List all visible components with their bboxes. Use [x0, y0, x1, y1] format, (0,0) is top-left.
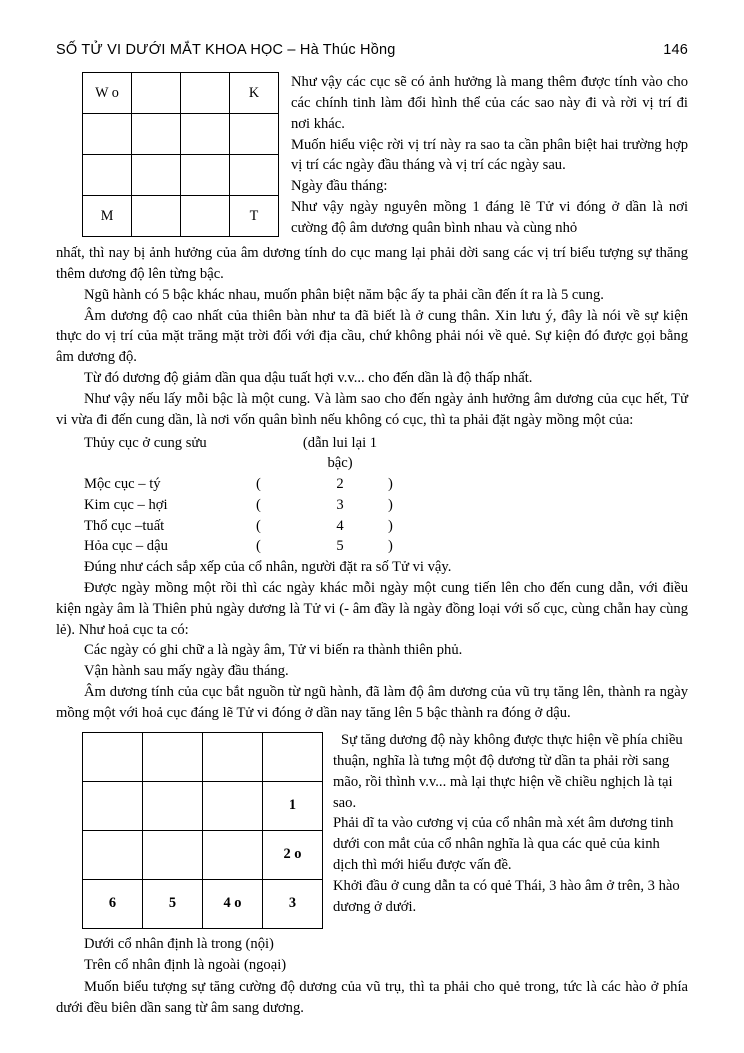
- list-item: [56, 433, 688, 474]
- list-item: [56, 516, 688, 537]
- table-cell: W o: [83, 73, 132, 114]
- table-cell: [83, 830, 143, 879]
- table-cell: [230, 114, 279, 155]
- table-cell: [203, 732, 263, 781]
- table-cell: [143, 830, 203, 879]
- table-row: [83, 155, 279, 196]
- header-page-number: 146: [663, 42, 688, 58]
- cuc-name: Thổ cục –tuất: [84, 517, 165, 534]
- table-cell: [181, 73, 230, 114]
- paragraph: Như vậy ngày nguyên mồng 1 đáng lẽ Tử vi đóng ở dần là nơi cường độ âm dương quân bình nhau và cùng nhỏ: [291, 199, 688, 237]
- paragraph: Từ đó dương độ giảm dần qua dậu tuất hợi v.v... cho đến dần là độ thấp nhất.: [84, 370, 533, 387]
- table-cell: 5: [143, 879, 203, 928]
- top-grid-table: [82, 72, 279, 237]
- cuc-open-paren: (: [256, 538, 261, 555]
- cuc-name: Hỏa cục – dậu: [84, 538, 168, 555]
- header-title: SỐ TỬ VI DƯỚI MẮT KHOA HỌC – Hà Thúc Hồng: [56, 42, 396, 58]
- table-row: [83, 781, 323, 830]
- cuc-close-paren: ): [388, 496, 393, 513]
- table-row: [83, 196, 279, 237]
- cuc-value: 2: [336, 476, 344, 493]
- table-cell: [203, 830, 263, 879]
- paragraph: Như vậy các cục sẽ có ảnh hưởng là mang thêm được tính vào cho các chính tinh làm đổi hình thể của các sao này đi và rời vị trí đi nơi khác.: [291, 74, 688, 132]
- paragraph: Đúng như cách sắp xếp của cổ nhân, người đặt ra số Tử vi vậy.: [84, 559, 452, 576]
- table-row: [83, 732, 323, 781]
- table-cell: [230, 155, 279, 196]
- paragraph: Khởi đầu ở cung dẫn ta có quẻ Thái, 3 hào âm ở trên, 3 hào dương ở dưới.: [333, 877, 680, 915]
- table-cell: 1: [263, 781, 323, 830]
- cuc-value: 5: [336, 538, 344, 555]
- table-cell: 4 o: [203, 879, 263, 928]
- main-body-text: [56, 243, 688, 724]
- paragraph: Âm dương độ cao nhất của thiên bàn như ta đã biết là ở cung thân. Xin lưu ý, đây là nói về sự kiện thực do vị trí của mặt trăng mặt trời đối với địa cầu, chứ không phải nói về quẻ. Sự kiện đó được gọi bằng âm dương độ.: [56, 307, 688, 366]
- cuc-open-paren: [256, 433, 292, 474]
- bottom-grid-table: [82, 732, 323, 929]
- list-item: [56, 495, 688, 516]
- table-row: [83, 879, 323, 928]
- cuc-close-paren: [388, 433, 418, 474]
- table-row: [83, 114, 279, 155]
- top-section: [56, 72, 688, 241]
- page-header: [56, 42, 688, 64]
- after-table-notes: [56, 934, 688, 976]
- table-cell: [263, 732, 323, 781]
- paragraph: Muốn hiểu việc rời vị trí này ra sao ta cần phân biệt hai trường hợp vị trí các ngày đầu tháng và vị trí các ngày sau.: [291, 136, 688, 174]
- table-cell: [143, 732, 203, 781]
- paragraph: Dưới cổ nhân định là trong (nội): [84, 935, 274, 952]
- table-cell: [83, 732, 143, 781]
- table-cell: 6: [83, 879, 143, 928]
- table-cell: [181, 114, 230, 155]
- cuc-open-paren: (: [256, 517, 261, 534]
- table-cell: [132, 155, 181, 196]
- list-item: [56, 536, 688, 557]
- paragraph: Vận hành sau mấy ngày đầu tháng.: [84, 663, 289, 680]
- cuc-name: Mộc cục – tý: [84, 476, 161, 493]
- cuc-open-paren: (: [256, 496, 261, 513]
- paragraph: Âm dương tính của cục bắt nguồn từ ngũ hành, đã làm độ âm dương của vũ trụ tăng lên, thành ra ngày mồng một với hoả cục đáng lẽ Tử vi đóng ở dần nay tăng lên 5 bậc thành ra đóng ở dậu.: [56, 684, 688, 722]
- paragraph: Phải dĩ ta vào cương vị của cổ nhân mà xét âm dương tinh dưới con mắt của cổ nhân nghĩa là qua các quẻ của kinh dịch thì mới hiểu được vấn đề.: [333, 815, 674, 874]
- table-cell: [181, 155, 230, 196]
- cuc-close-paren: ): [388, 476, 393, 493]
- paragraph: Được ngày mồng một rồi thì các ngày khác mỗi ngày một cung tiến lên cho đến cung dẫn, với điều kiện ngày âm là Thiên phủ ngày dương là Tử vi (- âm đầy là ngày đồng loại với số cục, cùng chẵn hay cùng lẻ). Như hoả cục ta có:: [56, 579, 688, 638]
- cuc-open-paren: (: [256, 476, 261, 493]
- table-cell: T: [230, 196, 279, 237]
- table-cell: [203, 781, 263, 830]
- paragraph: Ngũ hành có 5 bậc khác nhau, muốn phân biệt năm bậc ấy ta phải cần đến ít ra là 5 cung.: [84, 286, 604, 303]
- table-cell: [83, 781, 143, 830]
- table-cell: [143, 781, 203, 830]
- cuc-value: (dẫn lui lại 1 bậc): [302, 434, 378, 472]
- paragraph: Như vậy nếu lấy mỗi bậc là một cung. Và làm sao cho đến ngày ảnh hưởng âm dương của cục hết, Tử vi vừa đi đến cung dần, là nơi vốn quân bình nếu không có cục, thì ta phải đặt ngày mồng một của:: [56, 391, 688, 428]
- paragraph: Muốn biểu tượng sự tăng cường độ dương của vũ trụ, thì ta phải cho quẻ trong, tức là các hào ở phía dưới đều biên dần sang từ âm sang dương.: [56, 978, 688, 1016]
- closing-text: [56, 977, 688, 1019]
- cuc-name: Kim cục – hợi: [84, 496, 168, 513]
- list-item: [56, 474, 688, 495]
- cuc-list: [56, 433, 688, 557]
- table-cell: [132, 114, 181, 155]
- paragraph: Sự tăng dương độ này không được thực hiện về phía chiều thuận, nghĩa là tưng một độ dương từ dần ta phải rời sang mão, rồi thình v.v... mà lại thực hiện về chiều nghịch là tại sao.: [333, 731, 683, 811]
- table-row: [83, 73, 279, 114]
- paragraph: nhất, thì nay bị ảnh hưởng của âm dương tính do cục mang lại phải dời sang các vị trí biểu tượng sự thăng thêm dương độ lên từng bậc.: [56, 245, 688, 282]
- paragraph: Ngày đầu tháng:: [291, 178, 388, 195]
- table-cell: [83, 155, 132, 196]
- table-row: [83, 830, 323, 879]
- table-cell: [132, 73, 181, 114]
- cuc-name: Thủy cục ở cung sửu: [84, 434, 207, 451]
- bottom-section: [56, 730, 688, 931]
- table-cell: 2 o: [263, 830, 323, 879]
- paragraph: Trên cổ nhân định là ngoài (ngoại): [84, 956, 287, 973]
- paragraph: Các ngày có ghi chữ a là ngày âm, Tử vi biến ra thành thiên phủ.: [84, 642, 463, 659]
- table-cell: K: [230, 73, 279, 114]
- table-cell: [181, 196, 230, 237]
- cuc-close-paren: ): [388, 517, 393, 534]
- cuc-close-paren: ): [388, 538, 393, 555]
- cuc-value: 3: [336, 496, 344, 513]
- cuc-value: 4: [336, 517, 344, 534]
- table-cell: [83, 114, 132, 155]
- table-cell: M: [83, 196, 132, 237]
- table-cell: [132, 196, 181, 237]
- table-cell: 3: [263, 879, 323, 928]
